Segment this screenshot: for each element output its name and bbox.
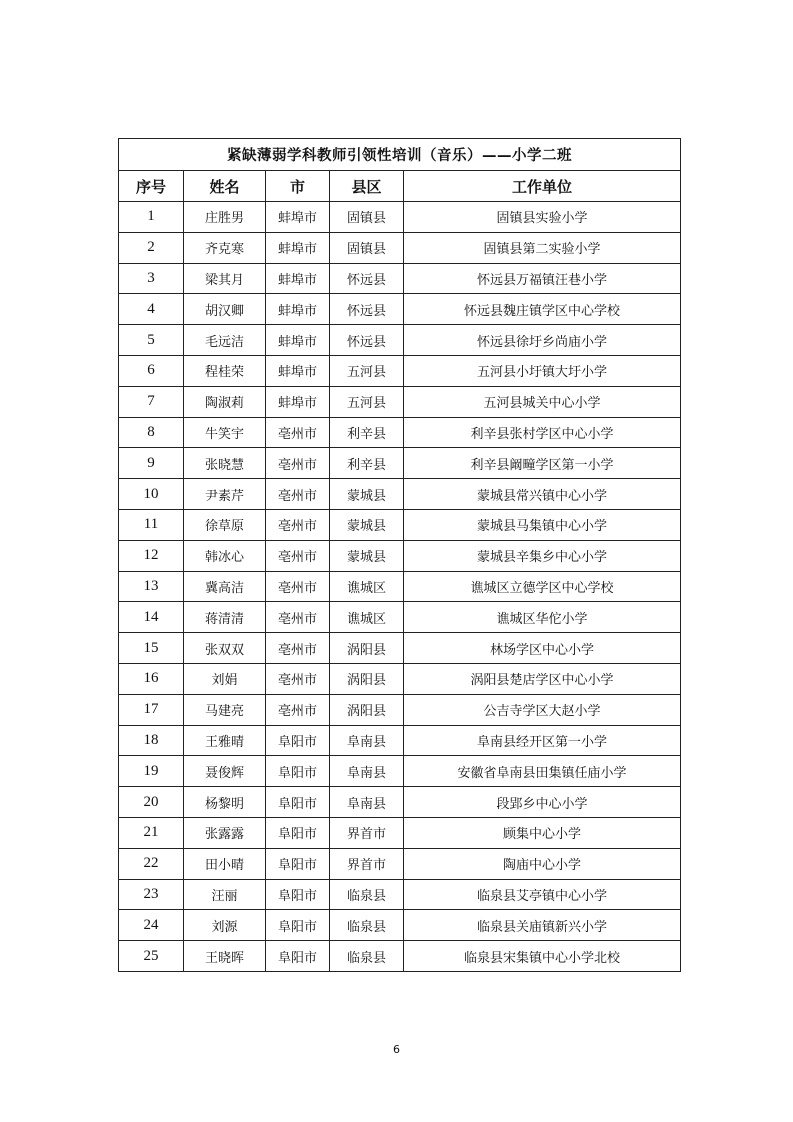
cell-index: 6 [119, 355, 184, 386]
cell-city: 亳州市 [266, 694, 330, 725]
table-row [119, 602, 681, 633]
cell-name: 王晓晖 [184, 941, 266, 972]
cell-city: 亳州市 [266, 417, 330, 448]
cell-workplace: 谯城区立德学区中心学校 [404, 571, 681, 602]
cell-county: 怀远县 [330, 294, 404, 325]
table-row [119, 910, 681, 941]
cell-name: 田小晴 [184, 848, 266, 879]
cell-name: 张晓慧 [184, 448, 266, 479]
table-row [119, 633, 681, 664]
cell-county: 五河县 [330, 355, 404, 386]
cell-city: 阜阳市 [266, 817, 330, 848]
cell-county: 五河县 [330, 386, 404, 417]
cell-county: 怀远县 [330, 325, 404, 356]
cell-workplace: 顾集中心小学 [404, 817, 681, 848]
cell-name: 庄胜男 [184, 202, 266, 233]
cell-index: 19 [119, 756, 184, 787]
cell-workplace: 固镇县实验小学 [404, 202, 681, 233]
cell-name: 徐草原 [184, 509, 266, 540]
table-row [119, 202, 681, 233]
cell-index: 4 [119, 294, 184, 325]
cell-county: 临泉县 [330, 910, 404, 941]
cell-index: 3 [119, 263, 184, 294]
table-row [119, 509, 681, 540]
cell-workplace: 段郢乡中心小学 [404, 787, 681, 818]
cell-workplace: 怀远县徐圩乡尚庙小学 [404, 325, 681, 356]
table-row [119, 540, 681, 571]
cell-workplace: 林场学区中心小学 [404, 633, 681, 664]
cell-city: 阜阳市 [266, 941, 330, 972]
cell-index: 23 [119, 879, 184, 910]
cell-name: 蒋清清 [184, 602, 266, 633]
col-header-workplace: 工作单位 [404, 171, 681, 202]
cell-city: 阜阳市 [266, 787, 330, 818]
table-row [119, 571, 681, 602]
cell-name: 胡汉卿 [184, 294, 266, 325]
cell-county: 利辛县 [330, 417, 404, 448]
col-header-county: 县区 [330, 171, 404, 202]
cell-city: 亳州市 [266, 663, 330, 694]
page-number: 6 [393, 1043, 400, 1056]
cell-county: 蒙城县 [330, 479, 404, 510]
cell-county: 涡阳县 [330, 694, 404, 725]
table-header-row [119, 171, 681, 202]
cell-workplace: 安徽省阜南县田集镇任庙小学 [404, 756, 681, 787]
table-row [119, 294, 681, 325]
cell-county: 固镇县 [330, 202, 404, 233]
cell-index: 10 [119, 479, 184, 510]
cell-index: 18 [119, 725, 184, 756]
cell-index: 16 [119, 663, 184, 694]
cell-workplace: 蒙城县辛集乡中心小学 [404, 540, 681, 571]
cell-index: 12 [119, 540, 184, 571]
table-row [119, 879, 681, 910]
table-row [119, 787, 681, 818]
cell-county: 蒙城县 [330, 540, 404, 571]
cell-workplace: 蒙城县常兴镇中心小学 [404, 479, 681, 510]
roster-table [118, 138, 681, 972]
cell-workplace: 五河县城关中心小学 [404, 386, 681, 417]
cell-city: 亳州市 [266, 540, 330, 571]
cell-name: 杨黎明 [184, 787, 266, 818]
cell-index: 13 [119, 571, 184, 602]
cell-workplace: 蒙城县马集镇中心小学 [404, 509, 681, 540]
cell-city: 亳州市 [266, 602, 330, 633]
cell-index: 9 [119, 448, 184, 479]
cell-city: 亳州市 [266, 633, 330, 664]
cell-workplace: 临泉县宋集镇中心小学北校 [404, 941, 681, 972]
cell-county: 固镇县 [330, 232, 404, 263]
cell-name: 毛远洁 [184, 325, 266, 356]
cell-index: 7 [119, 386, 184, 417]
cell-workplace: 怀远县魏庄镇学区中心学校 [404, 294, 681, 325]
cell-city: 亳州市 [266, 509, 330, 540]
cell-name: 聂俊辉 [184, 756, 266, 787]
cell-name: 王雅晴 [184, 725, 266, 756]
cell-name: 刘源 [184, 910, 266, 941]
cell-city: 蚌埠市 [266, 263, 330, 294]
cell-workplace: 利辛县张村学区中心小学 [404, 417, 681, 448]
cell-name: 齐克寒 [184, 232, 266, 263]
table-title: 紧缺薄弱学科教师引领性培训（音乐）——小学二班 [119, 139, 681, 171]
cell-county: 谯城区 [330, 571, 404, 602]
cell-index: 14 [119, 602, 184, 633]
cell-county: 谯城区 [330, 602, 404, 633]
table-row [119, 417, 681, 448]
table-row [119, 355, 681, 386]
cell-name: 程桂荣 [184, 355, 266, 386]
table-row [119, 325, 681, 356]
cell-workplace: 利辛县阚疃学区第一小学 [404, 448, 681, 479]
cell-county: 怀远县 [330, 263, 404, 294]
table-row [119, 263, 681, 294]
cell-city: 亳州市 [266, 448, 330, 479]
col-header-name: 姓名 [184, 171, 266, 202]
table-body [119, 202, 681, 972]
table-row [119, 386, 681, 417]
cell-workplace: 临泉县艾亭镇中心小学 [404, 879, 681, 910]
cell-index: 15 [119, 633, 184, 664]
cell-index: 17 [119, 694, 184, 725]
cell-index: 8 [119, 417, 184, 448]
cell-index: 22 [119, 848, 184, 879]
cell-county: 界首市 [330, 817, 404, 848]
cell-workplace: 五河县小圩镇大圩小学 [404, 355, 681, 386]
cell-workplace: 临泉县关庙镇新兴小学 [404, 910, 681, 941]
table-row [119, 725, 681, 756]
table-row [119, 848, 681, 879]
table-row [119, 694, 681, 725]
cell-name: 汪丽 [184, 879, 266, 910]
table-row [119, 448, 681, 479]
cell-index: 2 [119, 232, 184, 263]
table-row [119, 663, 681, 694]
cell-city: 阜阳市 [266, 725, 330, 756]
cell-name: 韩冰心 [184, 540, 266, 571]
cell-county: 临泉县 [330, 879, 404, 910]
cell-county: 阜南县 [330, 787, 404, 818]
cell-index: 25 [119, 941, 184, 972]
table-row [119, 817, 681, 848]
cell-city: 阜阳市 [266, 879, 330, 910]
cell-county: 阜南县 [330, 756, 404, 787]
cell-county: 界首市 [330, 848, 404, 879]
cell-workplace: 谯城区华佗小学 [404, 602, 681, 633]
roster-table-container [118, 138, 680, 972]
cell-workplace: 公吉寺学区大赵小学 [404, 694, 681, 725]
table-row [119, 479, 681, 510]
cell-index: 5 [119, 325, 184, 356]
cell-city: 阜阳市 [266, 910, 330, 941]
cell-city: 亳州市 [266, 571, 330, 602]
cell-name: 冀高洁 [184, 571, 266, 602]
cell-county: 利辛县 [330, 448, 404, 479]
cell-index: 20 [119, 787, 184, 818]
cell-workplace: 怀远县万福镇汪巷小学 [404, 263, 681, 294]
cell-workplace: 固镇县第二实验小学 [404, 232, 681, 263]
cell-index: 24 [119, 910, 184, 941]
table-row [119, 941, 681, 972]
cell-name: 刘娟 [184, 663, 266, 694]
cell-city: 蚌埠市 [266, 386, 330, 417]
cell-index: 11 [119, 509, 184, 540]
cell-name: 张双双 [184, 633, 266, 664]
cell-name: 陶淑莉 [184, 386, 266, 417]
cell-city: 阜阳市 [266, 756, 330, 787]
cell-name: 梁其月 [184, 263, 266, 294]
cell-city: 阜阳市 [266, 848, 330, 879]
cell-county: 临泉县 [330, 941, 404, 972]
table-row [119, 756, 681, 787]
table-row [119, 232, 681, 263]
cell-city: 蚌埠市 [266, 294, 330, 325]
cell-name: 牛笑宇 [184, 417, 266, 448]
cell-name: 马建亮 [184, 694, 266, 725]
cell-name: 张露露 [184, 817, 266, 848]
col-header-city: 市 [266, 171, 330, 202]
cell-county: 涡阳县 [330, 633, 404, 664]
cell-city: 蚌埠市 [266, 202, 330, 233]
cell-name: 尹素芹 [184, 479, 266, 510]
cell-workplace: 涡阳县楚店学区中心小学 [404, 663, 681, 694]
cell-index: 21 [119, 817, 184, 848]
cell-index: 1 [119, 202, 184, 233]
cell-workplace: 陶庙中心小学 [404, 848, 681, 879]
cell-city: 蚌埠市 [266, 232, 330, 263]
cell-county: 涡阳县 [330, 663, 404, 694]
cell-county: 阜南县 [330, 725, 404, 756]
cell-city: 亳州市 [266, 479, 330, 510]
cell-county: 蒙城县 [330, 509, 404, 540]
cell-city: 蚌埠市 [266, 325, 330, 356]
col-header-index: 序号 [119, 171, 184, 202]
cell-workplace: 阜南县经开区第一小学 [404, 725, 681, 756]
cell-city: 蚌埠市 [266, 355, 330, 386]
